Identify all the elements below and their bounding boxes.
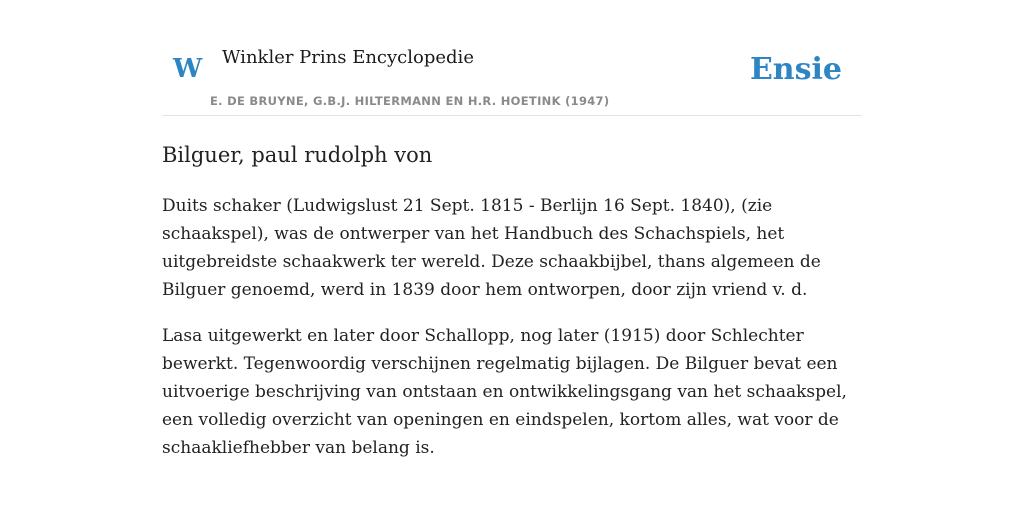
article-title: Bilguer, paul rudolph von	[162, 143, 433, 167]
ensie-logo[interactable]: Ensie	[749, 52, 842, 87]
source-logo[interactable]: W	[173, 54, 203, 84]
article-paragraph-1: Duits schaker (Ludwigslust 21 Sept. 1815 - Berlijn 16 Sept. 1840), (zie schaakspel), was de ontwerper van het Handbuch des Schachspiels, het uitgebreidste schaakwerk ter wereld. Deze schaakbijbel, thans algemeen de Bilguer genoemd, werd in 1839 door hem ontworpen, door zijn vriend v. d.	[162, 196, 821, 300]
source-authors: E. DE BRUYNE, G.B.J. HILTERMANN EN H.R. HOETINK (1947)	[210, 94, 610, 108]
article-paragraph-2: Lasa uitgewerkt en later door Schallopp, nog later (1915) door Schlechter bewerkt. Tegenwoordig verschijnen regelmatig bijlagen. De Bilguer bevat een uitvoerige beschrijving van ontstaan en ontwikkelingsgang van het schaakspel, een volledig overzicht van openingen en eindspelen, kortom alles, wat voor de schaakliefhebber van belang is.	[162, 326, 847, 458]
source-title[interactable]: Winkler Prins Encyclopedie	[222, 47, 474, 68]
source-header	[162, 40, 862, 116]
article-card	[162, 40, 862, 462]
